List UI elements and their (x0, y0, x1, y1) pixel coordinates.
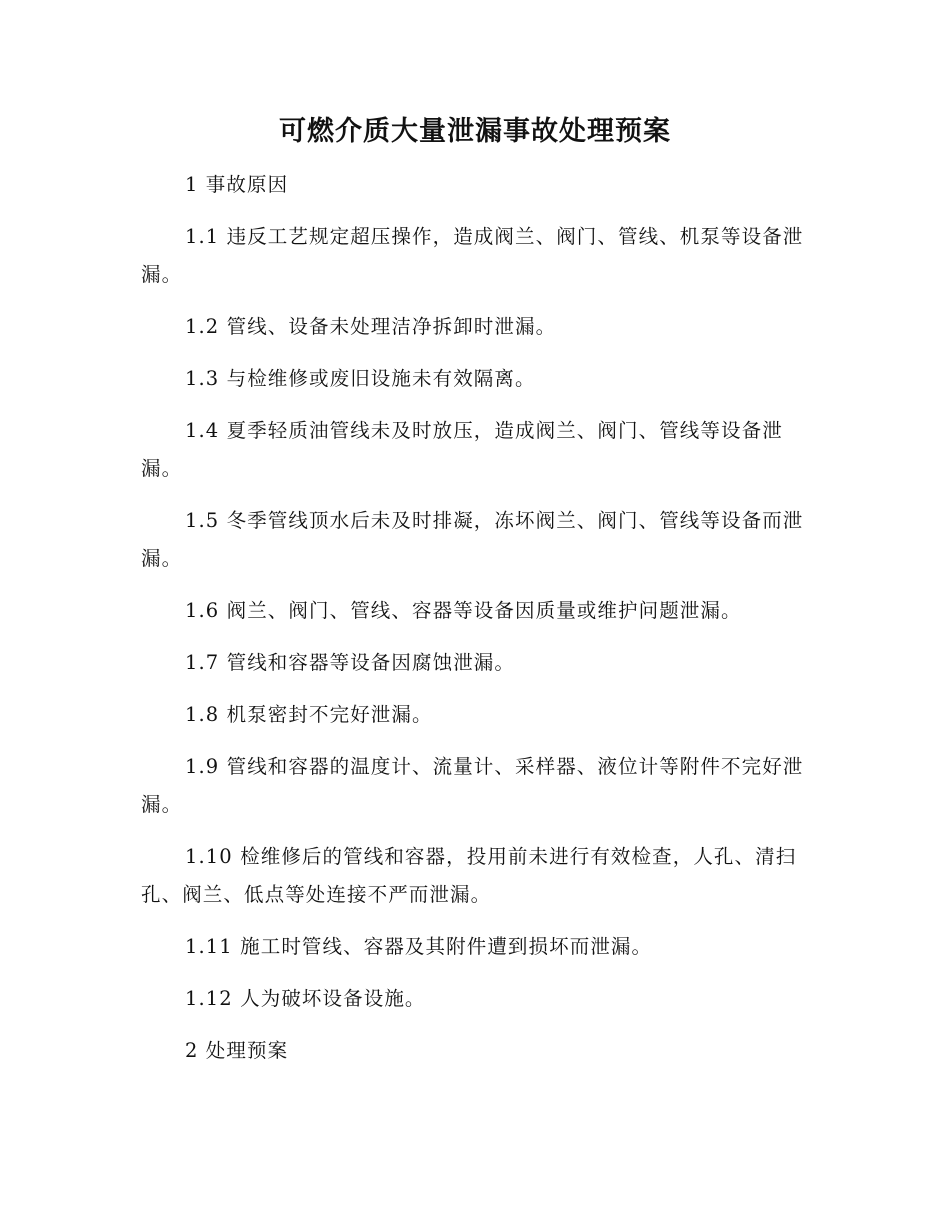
document-title: 可燃介质大量泄漏事故处理预案 (279, 116, 671, 147)
paragraph-1-9: 1.9 管线和容器的温度计、流量计、采样器、液位计等附件不完好泄漏。 (141, 755, 804, 816)
paragraph-1-3: 1.3 与检维修或废旧设施未有效隔离。 (185, 367, 536, 390)
paragraph-1-8: 1.8 机泵密封不完好泄漏。 (185, 703, 433, 726)
document-body (141, 166, 809, 1084)
paragraph-1-11: 1.11 施工时管线、容器及其附件遭到损坏而泄漏。 (185, 935, 653, 958)
paragraph-1-10: 1.10 检维修后的管线和容器，投用前未进行有效检查，人孔、清扫孔、阀兰、低点等处连接不严而泄漏。 (141, 845, 797, 906)
paragraph-1-5: 1.5 冬季管线顶水后未及时排凝，冻坏阀兰、阀门、管线等设备而泄漏。 (141, 509, 804, 570)
section-heading-1: 1 事故原因 (185, 173, 289, 196)
section-heading-2: 2 处理预案 (185, 1039, 289, 1062)
paragraph-1-7: 1.7 管线和容器等设备因腐蚀泄漏。 (185, 651, 516, 674)
paragraph-1-1: 1.1 违反工艺规定超压操作，造成阀兰、阀门、管线、机泵等设备泄漏。 (141, 225, 804, 286)
paragraph-1-2: 1.2 管线、设备未处理洁净拆卸时泄漏。 (185, 315, 557, 338)
paragraph-1-12: 1.12 人为破坏设备设施。 (185, 987, 426, 1010)
paragraph-1-6: 1.6 阀兰、阀门、管线、容器等设备因质量或维护问题泄漏。 (185, 599, 742, 622)
paragraph-1-4: 1.4 夏季轻质油管线未及时放压，造成阀兰、阀门、管线等设备泄漏。 (141, 419, 783, 480)
